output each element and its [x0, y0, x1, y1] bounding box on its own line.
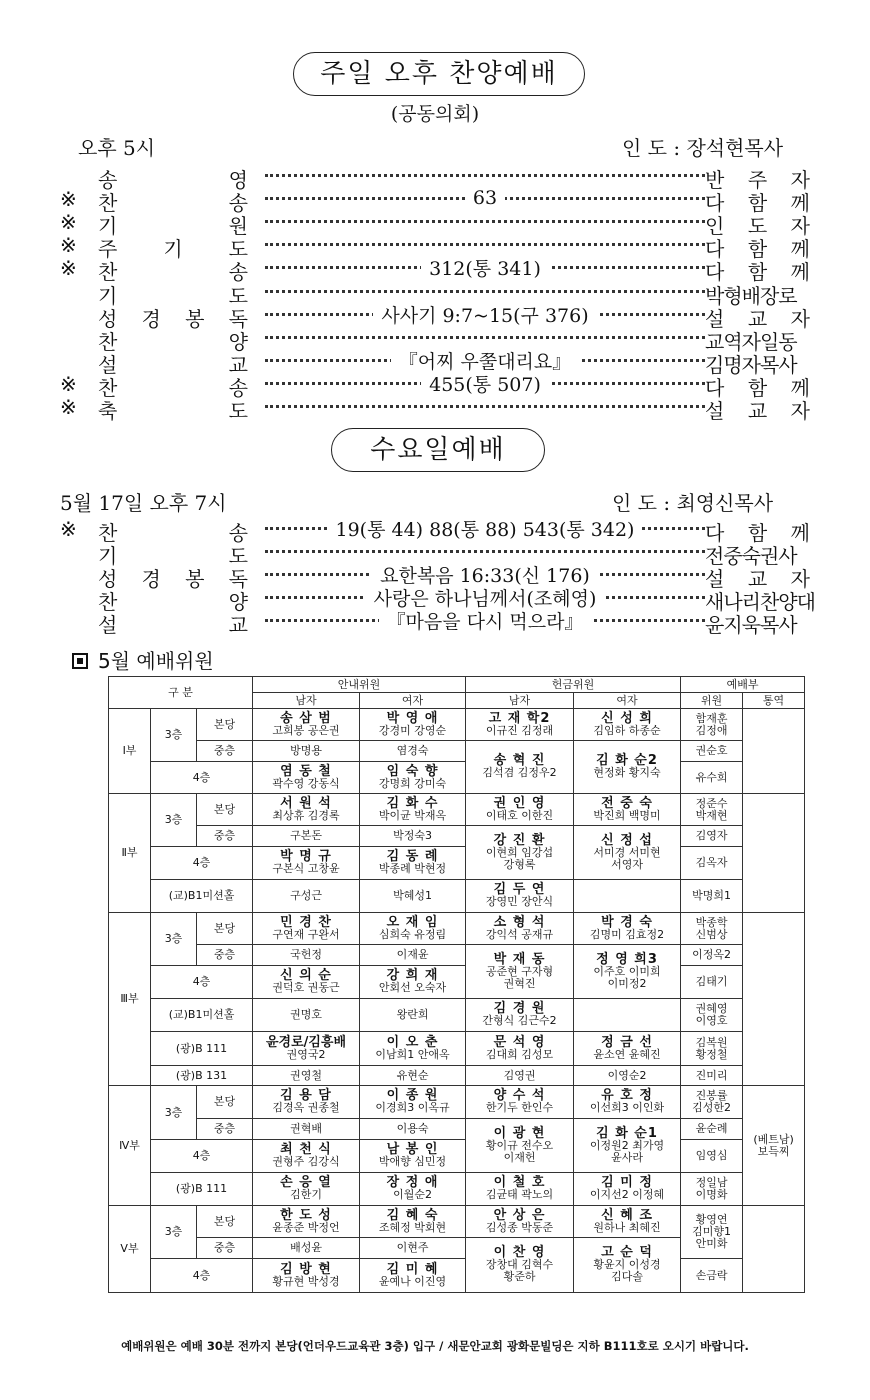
- duty-cell: 손 응 열 김한기: [253, 1173, 360, 1206]
- duty-cell: [574, 880, 681, 913]
- duty-cell: 송 혁 진 김석겸 김정우2: [466, 741, 574, 794]
- duty-cell: 국헌정: [253, 945, 360, 966]
- order-item: [60, 256, 810, 285]
- part-3: Ⅲ부: [109, 913, 151, 1086]
- duty-cell: [574, 999, 681, 1032]
- duty-cell: 박혜성1: [360, 880, 466, 913]
- duty-cell: 강 희 재 안회선 오숙자: [360, 966, 466, 999]
- header-gubun: 구 분: [109, 677, 253, 709]
- order-label: 송 영: [98, 168, 248, 192]
- order-label: 성 경 봉 독: [98, 306, 248, 331]
- duty-cell: 안 상 은 김성종 박동준: [466, 1206, 574, 1238]
- header-member: 위원: [681, 693, 743, 709]
- order-label: 찬 송: [98, 260, 248, 285]
- hall: 본당: [197, 1206, 253, 1238]
- order-label: 찬 송: [98, 375, 248, 400]
- order-label: 기 원: [98, 214, 248, 239]
- leader-name: 장석현목사: [686, 136, 784, 160]
- part-4: Ⅳ부: [109, 1086, 151, 1206]
- floor: 4층: [151, 762, 253, 794]
- duty-cell: 김 용 담 김경옥 권종철: [253, 1086, 360, 1119]
- duty-cell: 정 금 선 윤소연 윤혜진: [574, 1032, 681, 1066]
- sunday-title: 주일 오후 찬양예배: [293, 52, 585, 96]
- order-label: 기 도: [98, 544, 248, 569]
- order-detail: 요한복음 16:33(신 176): [265, 561, 705, 588]
- part-5: Ⅴ부: [109, 1206, 151, 1293]
- duty-cell: 이 종 원 이경희3 이옥규: [360, 1086, 466, 1119]
- order-person: 설 교 자: [705, 306, 810, 331]
- hall: (교)B1미션홀: [151, 999, 253, 1032]
- floor: 3층: [151, 794, 197, 847]
- duty-cell: 송 삼 범 고희봉 공은권: [253, 709, 360, 741]
- order-person: 전중숙권사: [705, 544, 797, 569]
- duty-cell: 진미리: [681, 1066, 743, 1086]
- duty-cell: 박 영 애 강경미 강영순: [360, 709, 466, 741]
- duty-cell: 강 진 환 이현희 임강섭 강형록: [466, 826, 574, 880]
- footnote: 예배위원은 예배 30분 전까지 본당(언더우드교육관 3층) 입구 / 새문안교회 광화문빌딩은 지하 B111호로 오시기 바랍니다.: [121, 1339, 749, 1353]
- duty-cell: 김 동 례 박종례 박현정: [360, 847, 466, 880]
- interp-cell: [743, 1206, 805, 1293]
- header-worship: 예배부: [681, 677, 805, 693]
- hall: 중층: [197, 826, 253, 847]
- hall: 중층: [197, 945, 253, 966]
- duty-cell: 서 원 석 최상휴 김경록: [253, 794, 360, 826]
- order-person: 반 주 자: [705, 168, 810, 192]
- order-person: 박형배장로: [705, 283, 797, 308]
- duty-cell: 유현순: [360, 1066, 466, 1086]
- duty-cell: 김복원 황정철: [681, 1032, 743, 1066]
- order-label: 성 경 봉 독: [98, 567, 248, 592]
- standing-mark: ※: [60, 395, 77, 419]
- standing-mark: ※: [60, 517, 77, 541]
- duty-cell: 김 화 수 박이균 박재옥: [360, 794, 466, 826]
- duty-cell: 황영연 김미향1 안미화: [681, 1206, 743, 1259]
- duty-cell: 전 중 숙 박진희 백명미: [574, 794, 681, 826]
- duty-cell: 진봉률 김성한2: [681, 1086, 743, 1119]
- order-detail: 『마음을 다시 먹으라』: [265, 607, 705, 634]
- order-person: 설 교 자: [705, 399, 810, 423]
- duty-cell: 한 도 성 윤종준 박정언: [253, 1206, 360, 1238]
- duty-cell: 배성윤: [253, 1238, 360, 1259]
- duty-cell: 김영권: [466, 1066, 574, 1086]
- hall: 본당: [197, 709, 253, 741]
- duty-cell: 김옥자: [681, 847, 743, 880]
- hall: 중층: [197, 1119, 253, 1140]
- hall: (교)B1미션홀: [151, 880, 253, 913]
- order-person: 새나리찬양대: [705, 590, 815, 615]
- duty-cell: 권혜영 이영호: [681, 999, 743, 1032]
- duty-cell: 임영심: [681, 1140, 743, 1173]
- duty-cell: 박정숙3: [360, 826, 466, 847]
- duty-cell: 윤경로/김흥배 권영국2: [253, 1032, 360, 1066]
- header-female: 여자: [574, 693, 681, 709]
- sunday-subtitle: (공동의회): [390, 103, 480, 125]
- duty-cell: 손금락: [681, 1259, 743, 1293]
- duty-cell: 김 화 순1 이정원2 최가영 윤사라: [574, 1119, 681, 1173]
- leader-dots: [265, 174, 705, 177]
- duty-cell: 함재훈 김정애: [681, 709, 743, 741]
- order-detail: 312(통 341): [265, 254, 705, 281]
- duty-cell: 김 미 정 이지선2 이정혜: [574, 1173, 681, 1206]
- leader-label: 인 도 :: [612, 491, 671, 515]
- standing-mark: ※: [60, 187, 77, 212]
- order-label: 주 기 도: [98, 237, 248, 262]
- header-male: 남자: [253, 693, 360, 709]
- order-item: [60, 395, 810, 423]
- duty-cell: 윤순례: [681, 1119, 743, 1140]
- duty-cell: 염 동 철 곽수영 강동식: [253, 762, 360, 794]
- order-label: 찬 송: [98, 521, 248, 545]
- duty-cell: 정일남 이명화: [681, 1173, 743, 1206]
- order-person: 교역자일동: [705, 329, 797, 354]
- wednesday-title: 수요일예배: [331, 428, 545, 472]
- duty-cell: 유 호 정 이선희3 이인화: [574, 1086, 681, 1119]
- sunday-leader: [622, 132, 783, 161]
- duty-cell: 왕란희: [360, 999, 466, 1032]
- duty-cell: 구본돈: [253, 826, 360, 847]
- duty-cell: 염경숙: [360, 741, 466, 762]
- duty-cell: 권 인 영 이태호 이한진: [466, 794, 574, 826]
- duty-cell: 박명희1: [681, 880, 743, 913]
- order-detail: 사랑은 하나님께서(조혜영): [265, 584, 705, 611]
- order-person: 다 함 께: [705, 191, 810, 216]
- duty-cell: 박 경 숙 김명미 김효정2: [574, 913, 681, 945]
- standing-mark: ※: [60, 256, 77, 281]
- duty-cell: 권혁배: [253, 1119, 360, 1140]
- hall: 본당: [197, 913, 253, 945]
- duty-cell: 정준수 박재현: [681, 794, 743, 826]
- header-offering: 헌금위원: [466, 677, 681, 693]
- leader-label: 인 도 :: [622, 136, 681, 160]
- duty-cell: 박 명 규 구본식 고창윤: [253, 847, 360, 880]
- duty-cell: 김태기: [681, 966, 743, 999]
- duty-cell: 구성근: [253, 880, 360, 913]
- duty-cell: 고 재 학2 이규진 김정래: [466, 709, 574, 741]
- leader-dots: [265, 243, 705, 246]
- duty-cell: 이 철 호 김균태 곽노의: [466, 1173, 574, 1206]
- order-person: 다 함 께: [705, 521, 810, 545]
- order-item: [60, 303, 810, 331]
- duty-cell: 김 미 혜 윤예나 이진영: [360, 1259, 466, 1293]
- wednesday-time: 5월 17일 오후 7시: [60, 491, 227, 515]
- leader-dots: [265, 336, 705, 339]
- floor: 4층: [151, 1259, 253, 1293]
- duty-cell: 신 의 순 권덕호 권동근: [253, 966, 360, 999]
- floor: 3층: [151, 709, 197, 762]
- duty-cell: 문 석 영 김대희 김성모: [466, 1032, 574, 1066]
- order-item: [60, 517, 810, 545]
- order-person: 인 도 자: [705, 214, 810, 239]
- duty-cell: 유수희: [681, 762, 743, 794]
- floor: 3층: [151, 1206, 197, 1259]
- duty-cell: 이현주: [360, 1238, 466, 1259]
- hall: 본당: [197, 1086, 253, 1119]
- leader-dots: [265, 405, 705, 408]
- duty-cell: 장 정 애 이월순2: [360, 1173, 466, 1206]
- hall: (광)B 111: [151, 1032, 253, 1066]
- duty-cell: 남 봉 인 박애향 심민정: [360, 1140, 466, 1173]
- order-person: 다 함 께: [705, 237, 810, 262]
- square-bullet-icon: [72, 653, 88, 669]
- part-1: Ⅰ부: [109, 709, 151, 794]
- header-female: 여자: [360, 693, 466, 709]
- duty-table: [108, 676, 805, 1293]
- order-label: 축 도: [98, 399, 248, 423]
- interp-cell: [743, 709, 805, 794]
- order-label: 찬 송: [98, 191, 248, 216]
- interp-cell: [743, 913, 805, 1086]
- header-interp: 통역: [743, 693, 805, 709]
- duty-cell: 박 재 동 공준현 구자형 권혁진: [466, 945, 574, 999]
- duty-cell: 정 영 희3 이주호 이미희 이미정2: [574, 945, 681, 999]
- order-detail: 사사기 9:7~15(구 376): [265, 301, 705, 328]
- floor: 4층: [151, 847, 253, 880]
- order-label: 설 교: [98, 613, 248, 638]
- duty-cell: 김 두 연 장영민 장안식: [466, 880, 574, 913]
- duty-cell: 고 순 덕 황윤지 이성경 김다솔: [574, 1238, 681, 1293]
- duty-cell: 권순호: [681, 741, 743, 762]
- order-label: 기 도: [98, 283, 248, 308]
- duty-cell: 이 광 현 황이규 전수오 이재헌: [466, 1119, 574, 1173]
- standing-mark: ※: [60, 233, 77, 258]
- duty-cell: 권영철: [253, 1066, 360, 1086]
- order-detail: 63: [265, 185, 705, 209]
- duty-cell: 이영순2: [574, 1066, 681, 1086]
- standing-mark: ※: [60, 210, 77, 235]
- order-person: 윤지욱목사: [705, 613, 797, 638]
- duty-cell: 이 찬 영 장창대 김혁수 황준하: [466, 1238, 574, 1293]
- hall: (광)B 131: [151, 1066, 253, 1086]
- duty-cell: 이재윤: [360, 945, 466, 966]
- duty-cell: 신 혜 조 원하나 최혜진: [574, 1206, 681, 1238]
- order-item: [60, 371, 810, 400]
- order-person: 설 교 자: [705, 567, 810, 592]
- leader-dots: [265, 290, 705, 293]
- duty-cell: 소 형 석 강익석 공재규: [466, 913, 574, 945]
- duty-cell: 임 숙 향 강명희 강미숙: [360, 762, 466, 794]
- hall: 중층: [197, 741, 253, 762]
- order-item: [60, 187, 810, 216]
- duty-cell: 김 혜 숙 조혜정 박회현: [360, 1206, 466, 1238]
- order-item: [60, 210, 810, 239]
- leader-dots: [265, 220, 705, 223]
- duty-cell: 신 성 희 김임하 하종순: [574, 709, 681, 741]
- order-person: 다 함 께: [705, 375, 810, 400]
- order-detail: 『어찌 우쭐대리요』: [265, 347, 705, 374]
- duty-cell: 박종학 신범상: [681, 913, 743, 945]
- hall: 본당: [197, 794, 253, 826]
- sunday-time: 오후 5시: [78, 136, 156, 160]
- duty-cell: 이 오 춘 이남희1 안애옥: [360, 1032, 466, 1066]
- duty-cell: 김영자: [681, 826, 743, 847]
- order-label: 설 교: [98, 352, 248, 377]
- hall: 중층: [197, 1238, 253, 1259]
- duty-cell: 김 경 원 간형식 김근수2: [466, 999, 574, 1032]
- floor: 3층: [151, 913, 197, 966]
- order-label: 찬 양: [98, 590, 248, 615]
- order-person: 다 함 께: [705, 260, 810, 285]
- order-detail: 19(통 44) 88(통 88) 543(통 342): [265, 515, 705, 542]
- duty-cell: 김 화 순2 현정화 황지숙: [574, 741, 681, 794]
- order-label: 찬 양: [98, 329, 248, 354]
- duty-section-title: 5월 예배위원: [72, 645, 214, 674]
- duty-cell: 방명용: [253, 741, 360, 762]
- wednesday-leader: [612, 487, 773, 516]
- duty-cell: 최 천 식 권형주 김강식: [253, 1140, 360, 1173]
- duty-cell: 민 경 찬 구연재 구완서: [253, 913, 360, 945]
- header-usher: 안내위원: [253, 677, 466, 693]
- order-person: 김명자목사: [705, 352, 797, 377]
- order-item: [60, 609, 810, 638]
- interp-cell: [743, 794, 805, 913]
- part-2: Ⅱ부: [109, 794, 151, 913]
- duty-cell: 이정옥2: [681, 945, 743, 966]
- standing-mark: ※: [60, 371, 77, 396]
- duty-cell: 오 재 임 심희숙 유정림: [360, 913, 466, 945]
- duty-cell: 이용숙: [360, 1119, 466, 1140]
- leader-dots: [265, 550, 705, 553]
- duty-cell: 김 방 현 황규현 박성경: [253, 1259, 360, 1293]
- duty-cell: 신 정 섭 서미경 서미현 서영자: [574, 826, 681, 880]
- order-detail: 455(통 507): [265, 370, 705, 397]
- leader-name: 최영신목사: [676, 491, 774, 515]
- floor: 3층: [151, 1086, 197, 1140]
- header-male: 남자: [466, 693, 574, 709]
- hall: (광)B 111: [151, 1173, 253, 1206]
- floor: 4층: [151, 1140, 253, 1173]
- floor: 4층: [151, 966, 253, 999]
- duty-cell: 양 수 석 한기두 한인수: [466, 1086, 574, 1119]
- duty-cell: 권명호: [253, 999, 360, 1032]
- interp-cell: (베트남) 보득찌: [743, 1086, 805, 1206]
